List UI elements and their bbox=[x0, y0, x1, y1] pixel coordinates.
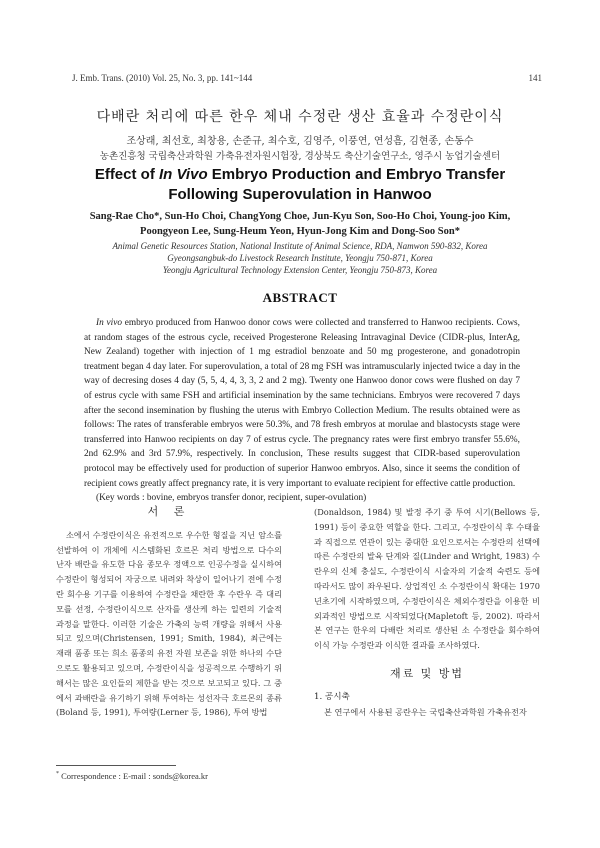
methods-subheading: 1. 공시축 bbox=[314, 691, 350, 702]
footnote bbox=[56, 771, 208, 781]
right-column bbox=[314, 505, 540, 719]
abstract-paragraph bbox=[84, 316, 520, 491]
title-prefix: Effect of bbox=[94, 166, 159, 183]
korean-authors: 조상래, 최선호, 최창용, 손준규, 최수호, 김영주, 이풍연, 연성흠, 김현종, 손동수 bbox=[126, 136, 474, 147]
english-title bbox=[60, 165, 540, 205]
correspondence-email[interactable]: Correspondence : E-mail : sonds@korea.kr bbox=[61, 771, 208, 781]
title-suffix: Embryo Production and Embryo Transfer Following Superovulation in Hanwoo bbox=[168, 166, 506, 203]
affiliation-3: Yeongju Agricultural Technology Extension Center, Yeongju 750-873, Korea bbox=[162, 265, 438, 275]
authors-line-2: Poongyeon Lee, Sung-Heum Yeon, Hyun-Jong Kim and Dong-Soo Son* bbox=[140, 226, 460, 237]
authors-line-1: Sang-Rae Cho*, Sun-Ho Choi, ChangYong Choe, Jun-Kyu Son, Soo-Ho Choi, Young-joo Kim, bbox=[89, 211, 511, 222]
intro-heading: 서 론 bbox=[147, 505, 191, 518]
korean-affiliation: 농촌진흥청 국립축산과학원 가축유전자원시험장, 경상북도 축산기술연구소, 영주시 농업기술센터 bbox=[99, 151, 501, 162]
title-italic: In Vivo bbox=[158, 166, 208, 183]
abstract-heading: ABSTRACT bbox=[262, 290, 338, 305]
footnote-divider bbox=[56, 765, 176, 766]
journal-citation: J. Emb. Trans. (2010) Vol. 25, No. 3, pp. 141~144 bbox=[72, 73, 253, 83]
methods-heading: 재료 및 방법 bbox=[389, 666, 465, 680]
korean-title: 다배란 처리에 따른 한우 체내 수정란 생산 효율과 수정란이식 bbox=[96, 109, 504, 125]
affiliation-1: Animal Genetic Resources Station, National Institute of Animal Science, RDA, Namwon 590-832, Korea bbox=[112, 241, 488, 251]
intro-paragraph: 소에서 수정란이식은 유전적으로 우수한 형질을 지닌 암소를 선발하여 이 개체에 시스템화된 호르몬 처리 방법으로 다수의 난자 배란을 유도한 다음 종모우 정액으로 인공수정을 실시하여 수정란이 형성되어 자궁으로 내려와 착상이 일어나기 전에 수정란 회수용 기구를 이용하여 수정란을 채란한 후 수란우 즉 대리모를 선정, 수정란이식으로 산자를 생산케 하는 일련의 기술적 과정을 말한다. 이러한 기술은 가축의 능력 개량을 위해서 사용되고 있으며(Christensen, 1991; Smith, 1984), 최근에는 재래 품종 또는 희소 품종의 유전 자원 보존을 위한 하나의 수단으로도 활용되고 있으며, 수정란이식을 성공적으로 수행하기 위해서는 많은 요인들의 제한을 받는 것으로 보고되고 있다. 그 중에서 과배란을 유기하기 위해 투여하는 성선자극 호르몬의 종류(Boland 등, 1991), 투여량(Lerner 등, 1986), 투여 방법 bbox=[56, 529, 282, 718]
affiliation-2: Gyeongsangbuk-do Livestock Research Institute, Yeongju 750-871, Korea bbox=[167, 253, 433, 263]
english-authors bbox=[60, 209, 540, 239]
page-number: 141 bbox=[528, 73, 542, 83]
footnote-mark: * bbox=[56, 771, 59, 778]
abstract-italic-lead: In vivo bbox=[96, 318, 122, 328]
english-affiliations bbox=[60, 240, 540, 276]
intro-column bbox=[56, 505, 282, 720]
methods-paragraph: 본 연구에서 사용된 공란우는 국립축산과학원 가축유전자 bbox=[324, 706, 527, 717]
intro-continuation: (Donaldson, 1984) 및 발정 주기 중 투여 시기(Bellows 등, 1991) 등이 중요한 역할을 한다. 그리고, 수정란이식 후 수태율과 직접으로 연관이 있는 중대한 요인으로서는 수정란의 선택에 따른 수정란의 발육 단계와 질(Linder and Wright, 1983) 수란우의 신체 충실도, 수정란이식 시술자의 기술적 숙련도 등에 따라서도 많이 좌우된다. 상업적인 소 수정란이식 확대는 1970년초기에 시작하였으며, 수정란이식은 체외수정란을 이용한 비외과적인 방법으로 시작되었다(Mapletoft 등, 2002). 따라서 본 연구는 한우의 다배란 처리로 생산된 소 수정란을 회수하여 이식 가능 수정란과 이식한 결과를 조사하였다. bbox=[314, 507, 540, 651]
abstract-body bbox=[84, 316, 520, 506]
keywords: (Key words : bovine, embryos transfer donor, recipient, super-ovulation) bbox=[96, 493, 367, 504]
abstract-text: embryo produced from Hanwoo donor cows were collected and transferred to Hanwoo recipients. Cows, at random stages of the estrous cycle, received Progesterone Releasing Intravaginal Device (CIDR-plus, InterAg, New Zealand) together with injection of 1 mg estradiol benzoate and 50 mg progesterone, and gonadotropin treatment began 4 day later. For superovulation, a total of 28 mg FSH was intramuscularly injected twice a day in the way of decresing doses 4 day (5, 5, 4, 4, 3, 3, 2 and 2 mg). Twenty one Hanwoo donor cows were flushed on day 7 of estrus cycle with same FSH and artificial insemination by the same technicians. Embryos were recovered 7 days after the second insemination by flushing the uterus with Embryo Collection Medium. The results obtained were as follows: The rates of transferable embryos were 50.3%, and 78 fresh embryos at morulae and blastocysts stage were transferred into Hanwoo recipients on day 7 of estrus cycle. The pregnancy rates were first embryo transfer 55.6%, 2nd 62.9% and 3rd 57.9%, respectively. In conclusion, These results suggest that CIDR-based superovulation protocol may be effectively used for production of superior Hanwoo embryos. Also, since it seems the condition of recipient cows greatly affect pregnancy rate, it is very important to evaluate recipient for effective cattle production. bbox=[84, 318, 520, 489]
